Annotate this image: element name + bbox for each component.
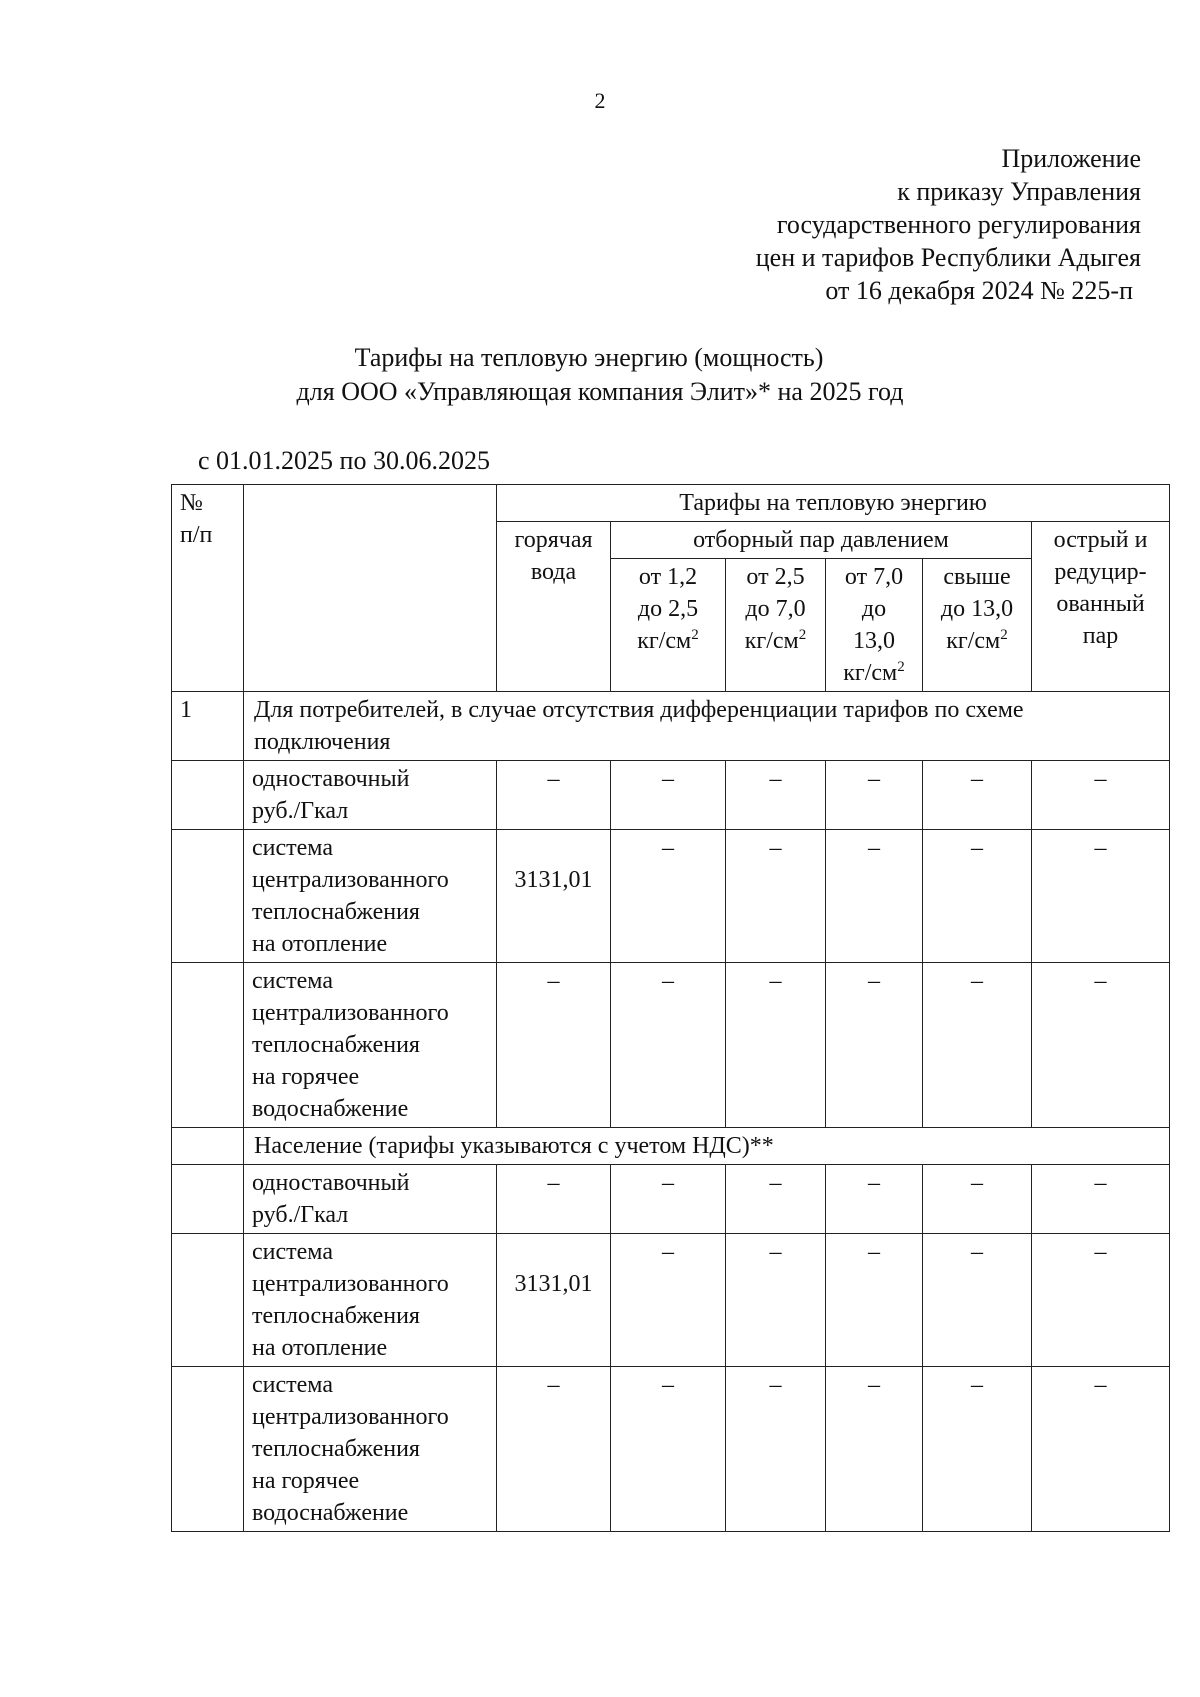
value-cell: – bbox=[726, 963, 826, 1128]
header-number-cell: № п/п bbox=[172, 485, 244, 692]
header-pressure-2: от 2,5 до 7,0 $кг/см^2$ bbox=[726, 559, 826, 692]
title-line: для ООО «Управляющая компания Элит»* на 2025 год bbox=[296, 377, 904, 406]
appendix-line: от 16 декабря 2024 № 225-п bbox=[825, 276, 1133, 305]
value-cell: – bbox=[726, 830, 826, 963]
section-row bbox=[172, 692, 1170, 761]
value-cell: – bbox=[1032, 1367, 1170, 1532]
section-number: 1 bbox=[172, 692, 244, 761]
value-cell: – bbox=[611, 1165, 726, 1234]
value-cell: – bbox=[611, 1234, 726, 1367]
header-sharp-steam: острый и редуцир- ованный пар bbox=[1032, 522, 1170, 692]
header-pressure-4: свыше до 13,0 $кг/см^2$ bbox=[923, 559, 1032, 692]
table-row bbox=[172, 963, 1170, 1128]
value-cell: – bbox=[611, 830, 726, 963]
table-row bbox=[172, 830, 1170, 963]
table-row bbox=[172, 1165, 1170, 1234]
page-number: 2 bbox=[594, 88, 606, 113]
section-row bbox=[172, 1128, 1170, 1165]
value-cell: – bbox=[826, 1234, 923, 1367]
value-cell: – bbox=[1032, 963, 1170, 1128]
section-title: Для потребителей, в случае отсутствия дифференциации тарифов по схеме подключения bbox=[244, 692, 1170, 761]
value-cell: – bbox=[497, 963, 611, 1128]
title-line: Тарифы на тепловую энергию (мощность) bbox=[354, 343, 824, 372]
value-cell: – bbox=[826, 1165, 923, 1234]
row-label: система централизованного теплоснабжения на отопление bbox=[244, 830, 497, 963]
value-cell: – bbox=[726, 1234, 826, 1367]
value-cell: – bbox=[923, 1367, 1032, 1532]
header-label-cell bbox=[244, 485, 497, 692]
tariff-table bbox=[171, 484, 1170, 1532]
row-label: система централизованного теплоснабжения на горячее водоснабжение bbox=[244, 963, 497, 1128]
value-cell: – bbox=[611, 963, 726, 1128]
value-cell: – bbox=[923, 761, 1032, 830]
document-title bbox=[0, 341, 1200, 409]
header-hot-water: горячая вода bbox=[497, 522, 611, 692]
header-pressure-1: от 1,2 до 2,5 $кг/см^2$ bbox=[611, 559, 726, 692]
value-cell: – bbox=[826, 963, 923, 1128]
header-row bbox=[172, 485, 1170, 522]
value-cell: – bbox=[611, 761, 726, 830]
appendix-line: Приложение bbox=[1001, 144, 1141, 173]
value-cell: 3131,01 bbox=[497, 830, 611, 963]
table-row bbox=[172, 1367, 1170, 1532]
table-row bbox=[172, 1234, 1170, 1367]
table-row bbox=[172, 761, 1170, 830]
value-cell: – bbox=[826, 1367, 923, 1532]
value-cell: – bbox=[923, 830, 1032, 963]
value-cell: – bbox=[1032, 761, 1170, 830]
row-label: система централизованного теплоснабжения на горячее водоснабжение bbox=[244, 1367, 497, 1532]
header-group-title: Тарифы на тепловую энергию bbox=[497, 485, 1170, 522]
value-cell: – bbox=[726, 1165, 826, 1234]
value-cell: – bbox=[497, 761, 611, 830]
row-label: система централизованного теплоснабжения на отопление bbox=[244, 1234, 497, 1367]
appendix-line: цен и тарифов Республики Адыгея bbox=[755, 243, 1141, 272]
value-cell: – bbox=[1032, 1234, 1170, 1367]
value-cell: – bbox=[923, 1165, 1032, 1234]
value-cell: – bbox=[497, 1165, 611, 1234]
row-label: одноставочный руб./Гкал bbox=[244, 761, 497, 830]
value-cell: – bbox=[1032, 1165, 1170, 1234]
value-cell: – bbox=[923, 1234, 1032, 1367]
value-cell: – bbox=[826, 830, 923, 963]
value-cell: – bbox=[497, 1367, 611, 1532]
appendix-line: к приказу Управления bbox=[897, 177, 1141, 206]
header-steam-group: отборный пар давлением bbox=[611, 522, 1032, 559]
value-cell: – bbox=[611, 1367, 726, 1532]
value-cell: – bbox=[826, 761, 923, 830]
header-pressure-3: от 7,0 до 13,0 $кг/см^2$ bbox=[826, 559, 923, 692]
value-cell: – bbox=[923, 963, 1032, 1128]
appendix-line: государственного регулирования bbox=[776, 210, 1141, 239]
value-cell: – bbox=[1032, 830, 1170, 963]
row-label: одноставочный руб./Гкал bbox=[244, 1165, 497, 1234]
tariff-period: с 01.01.2025 по 30.06.2025 bbox=[198, 446, 490, 475]
value-cell: 3131,01 bbox=[497, 1234, 611, 1367]
value-cell: – bbox=[726, 761, 826, 830]
appendix-block bbox=[756, 142, 1141, 307]
value-cell: – bbox=[726, 1367, 826, 1532]
section-title: Население (тарифы указываются с учетом НДС)** bbox=[244, 1128, 1170, 1165]
